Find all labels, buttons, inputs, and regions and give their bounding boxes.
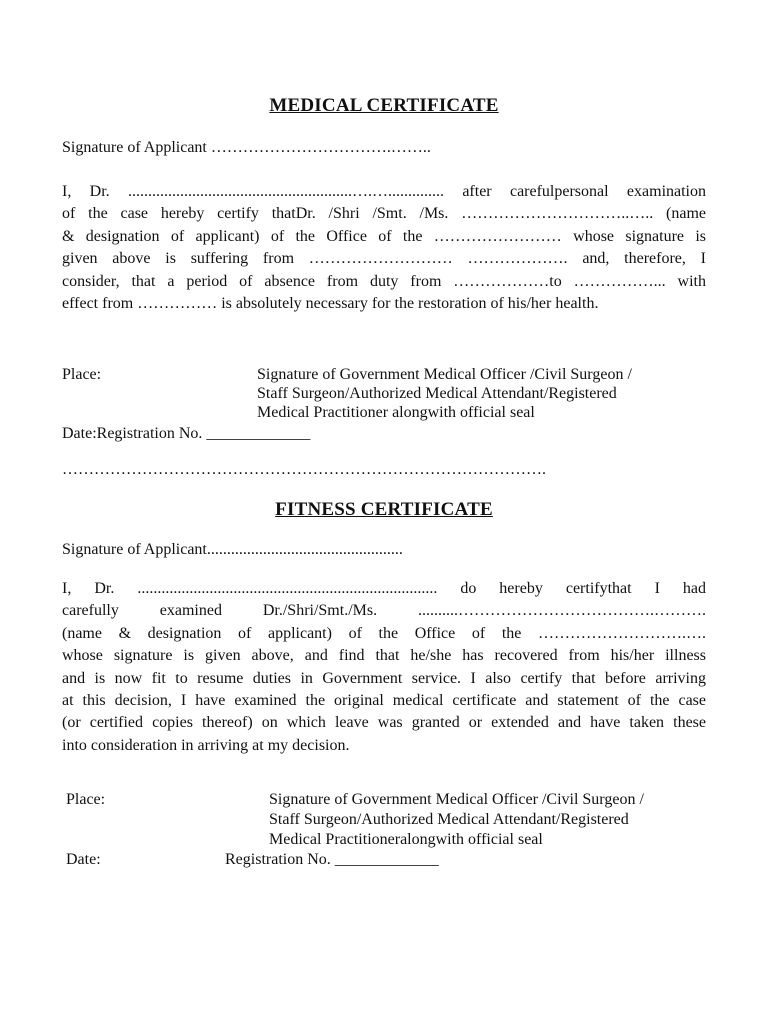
medical-body-line: given above is suffering from ……………………… ………………. and, therefore, I bbox=[62, 250, 706, 268]
fitness-registration-line: Registration No. _____________ bbox=[225, 851, 439, 868]
medical-signature-block-line: Signature of Government Medical Officer /Civil Surgeon / bbox=[257, 366, 632, 383]
section-separator: ………………………………………………………………………………. bbox=[62, 461, 546, 478]
fitness-body-line: and is now fit to resume duties in Government service. I also certify that before arriving bbox=[62, 669, 706, 687]
medical-body-line: of the case hereby certify thatDr. /Shri /Smt. /Ms. …………………………..….. (name bbox=[62, 205, 706, 223]
medical-date-registration: Date:Registration No. _____________ bbox=[62, 425, 311, 442]
medical-body-line: I, Dr. ........................................................….….............. after carefulpersonal examination bbox=[62, 183, 706, 200]
medical-body-line: & designation of applicant) of the Office of the …………………… whose signature is bbox=[62, 227, 706, 245]
medical-signature-block-line: Staff Surgeon/Authorized Medical Attendant/Registered bbox=[257, 385, 617, 402]
medical-body-line: effect from …………… is absolutely necessary for the restoration of his/her health. bbox=[62, 294, 599, 312]
fitness-body-line: carefully examined Dr./Shri/Smt./Ms. ..........……………………………….………. bbox=[62, 602, 706, 620]
medical-applicant-signature-line: Signature of Applicant …………………………….…….. bbox=[62, 139, 431, 156]
fitness-body-line: (or certified copies thereof) on which leave was granted or extended and have taken these bbox=[62, 714, 706, 732]
medical-signature-block-line: Medical Practitioner alongwith official seal bbox=[257, 404, 535, 421]
fitness-signature-block-line: Staff Surgeon/Authorized Medical Attendant/Registered bbox=[269, 811, 629, 828]
fitness-signature-block-line: Medical Practitioneralongwith official seal bbox=[269, 831, 543, 848]
fitness-signature-block-line: Signature of Government Medical Officer /Civil Surgeon / bbox=[269, 791, 644, 808]
medical-certificate-body bbox=[62, 181, 706, 315]
fitness-body-line: (name & designation of applicant) of the Office of the ……………………….…. bbox=[62, 624, 706, 642]
medical-certificate-title: MEDICAL CERTIFICATE bbox=[269, 95, 499, 116]
fitness-certificate-title: FITNESS CERTIFICATE bbox=[275, 499, 493, 520]
fitness-body-line: whose signature is given above, and find that he/she has recovered from his/her illness bbox=[62, 647, 706, 665]
medical-place-label: Place: bbox=[62, 366, 102, 383]
fitness-body-line: into consideration in arriving at my decision. bbox=[62, 736, 350, 754]
fitness-body-line: I, Dr. ........................................................................... do hereby certifythat I had bbox=[62, 580, 706, 597]
fitness-date-label: Date: bbox=[66, 851, 101, 868]
fitness-place-label: Place: bbox=[66, 791, 106, 808]
medical-body-line: consider, that a period of absence from duty from ………………to ……………... with bbox=[62, 272, 706, 290]
fitness-body-line: at this decision, I have examined the original medical certificate and statement of the case bbox=[62, 691, 706, 709]
fitness-certificate-body bbox=[62, 578, 706, 757]
fitness-applicant-signature-line: Signature of Applicant................................................. bbox=[62, 541, 403, 558]
